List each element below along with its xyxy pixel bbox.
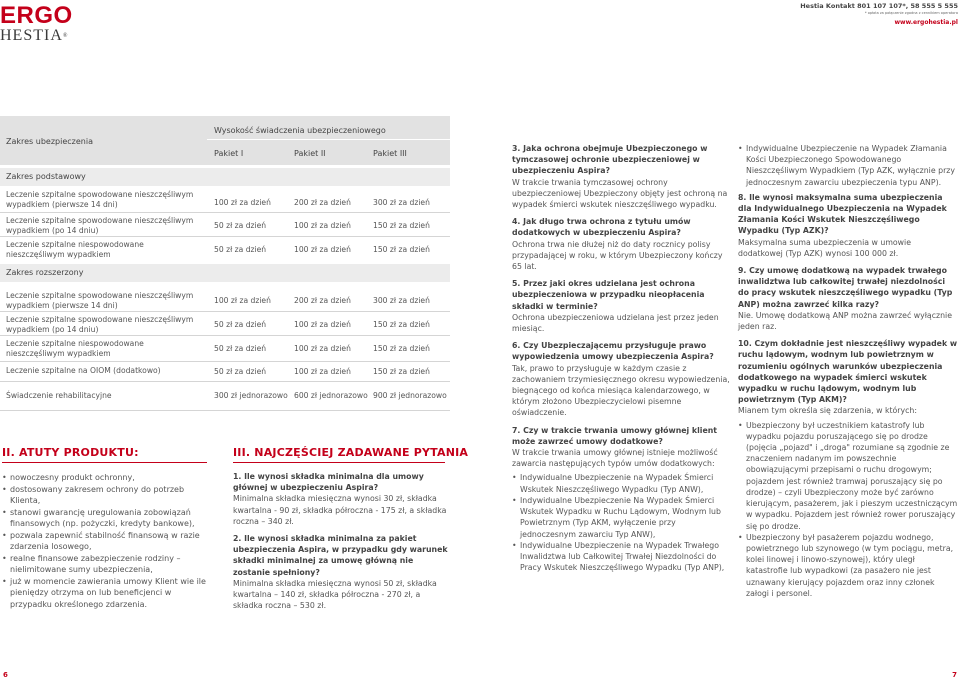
section-extended-label: Zakres rozszerzony (6, 268, 84, 277)
faq-question: 4. Jak długo trwa ochrona z tytułu umów dodatkowych w ubezpieczeniu Aspira? (512, 217, 691, 238)
section-extended (0, 264, 450, 282)
advantages-rule (2, 462, 207, 463)
table-row-label: Leczenie szpitalne niespowodowane nieszczęśliwym wypadkiem (6, 240, 144, 259)
section-basic (0, 168, 450, 186)
row-divider (0, 335, 450, 336)
faq-answer: Minimalna składka miesięczna wynosi 30 zł, składka kwartalna - 90 zł, składka półroczna - 175 zł, a składka roczna – 340 zł. (233, 494, 447, 526)
list-item: • dostosowany zakresem ochrony do potrzeb Klienta, (2, 484, 214, 507)
table-cell: 200 zł za dzień (294, 198, 351, 207)
faq-answer: W trakcie trwania tymczasowej ochrony ubezpieczeniowej Ubezpieczony objęty jest ochroną na wypadek śmierci wskutek nieszczęśliwego wypadku. (512, 177, 728, 210)
table-cell: 300 zł jednorazowo (214, 391, 288, 400)
table-cell: 150 zł za dzień (373, 320, 430, 329)
table-row-label: Świadczenie rehabilitacyjne (6, 391, 112, 400)
faq-question: 3. Jaka ochrona obejmuje Ubezpieczonego w tymczasowej ochronie ubezpieczeniowej w ubezpieczeniu Aspira? (512, 144, 708, 176)
faq-answer: W trakcie trwania umowy głównej istnieje możliwość zawarcia następujących typów umów dodatkowych: (512, 448, 718, 469)
col-header-sum: Wysokość świadczenia ubezpieczeniowego (214, 126, 386, 135)
faq-answer-list (738, 420, 958, 599)
hotline-note: * opłata za połączenie zgodna z cennikiem operatora (864, 11, 958, 15)
list-item: • już w momencie zawierania umowy Klient wie ile pieniędzy otrzyma on lub beneficjenci w przypadku określonego zdarzenia. (2, 576, 214, 611)
table-row-label: Leczenie szpitalne na OIOM (dodatkowo) (6, 366, 161, 375)
list-item: • Ubezpieczony był uczestnikiem katastrofy lub wypadku pojazdu poruszającego się po drodze (pojęcia „pojazd" i „droga" rozumiane są zgodnie ze znaczeniem nadanym im powszechnie obowiązującymi przepisami o ruchu drogowym; pojazdem jest również tramwaj poruszający się po drodze) – czyli Ubezpieczony może być zarówno kierującym, pasażerem, jak i pieszym uczestniczącym w wypadku. Pojazdem jest również rower poruszający się po drodze. (738, 420, 958, 532)
col-header-package-1: Pakiet I (214, 149, 244, 158)
faq-column-3 (738, 143, 958, 603)
table-row-label: Leczenie szpitalne spowodowane nieszczęśliwym wypadkiem (pierwsze 14 dni) (6, 291, 194, 310)
faq-question: 2. Ile wynosi składka minimalna za pakiet ubezpieczenia Aspira, w przypadku gdy warunek składki minimalnej za umowę główną nie zostanie spełniony? (233, 534, 448, 577)
faq-rule (233, 462, 445, 463)
faq-answer-list (512, 472, 732, 573)
table-cell: 150 zł za dzień (373, 245, 430, 254)
faq-column-1 (233, 471, 448, 617)
list-item: • Ubezpieczony był pasażerem pojazdu wodnego, powietrznego lub szynowego (w tym pociągu, metra, kolei linowej i linowo-szynowej), który uległ katastrofie lub wypadkowi (za pasażero nie jest uznawany kierujący pojazdem oraz inny członek załogi i personel. (738, 532, 958, 599)
table-cell: 150 zł za dzień (373, 221, 430, 230)
advantages-title: II. ATUTY PRODUKTU: (2, 446, 139, 459)
faq-answer: Minimalna składka miesięczna wynosi 50 zł, składka kwartalna – 140 zł, składka półroczna - 270 zł, a składka roczna – 530 zł. (233, 578, 437, 611)
table-cell: 900 zł jednorazowo (373, 391, 447, 400)
row-divider (0, 236, 450, 237)
faq-answer: Tak, prawo to przysługuje w każdym czasie z zachowaniem trzymiesięcznego okresu wypowiedzenia, biegnącego od końca miesiąca kalendarzowego, w którym złożono Ubezpieczycielowi pisemne oświadczenie. (512, 363, 730, 418)
faq-title: III. NAJCZĘŚCIEJ ZADAWANE PYTANIA (233, 446, 469, 459)
table-cell: 150 zł za dzień (373, 344, 430, 353)
row-divider (0, 311, 450, 312)
logo-ergo-text: ERGO (0, 2, 73, 29)
table-cell: 300 zł za dzień (373, 198, 430, 207)
table-cell: 200 zł za dzień (294, 296, 351, 305)
row-divider (0, 381, 450, 382)
advantages-list (2, 472, 214, 610)
table-cell: 100 zł za dzień (294, 221, 351, 230)
faq-question: 7. Czy w trakcie trwania umowy głównej klient może zawrzeć umowy dodatkowe? (512, 425, 718, 446)
list-item: • Indywidualne Ubezpieczenie na Wypadek Trwałego Inwalidztwa lub Całkowitej Trwałej Niezdolności do Pracy Wskutek Nieszczęśliwego Wypadku (Typ ANP), (512, 540, 732, 574)
table-row-label: Leczenie szpitalne spowodowane nieszczęśliwym wypadkiem (po 14 dniu) (6, 216, 194, 235)
table-cell: 100 zł za dzień (294, 245, 351, 254)
list-item: • Indywidualne Ubezpieczenie Na Wypadek Śmierci Wskutek Wypadku w Ruchu Lądowym, Wodnym lub Powietrznym (Typ AKM, wyłączenie przy jednoczesnym zawarciu Typ ANW), (512, 495, 732, 540)
table-cell: 300 zł za dzień (373, 296, 430, 305)
faq-question: 1. Ile wynosi składka minimalna dla umowy głównej w ubezpieczeniu Aspira? (233, 472, 424, 493)
section-basic-label: Zakres podstawowy (6, 172, 86, 181)
faq-answer: Mianem tym określa się zdarzenia, w których: (738, 406, 917, 416)
website-link[interactable]: www.ergohestia.pl (894, 19, 958, 26)
table-row-label: Leczenie szpitalne niespowodowane nieszczęśliwym wypadkiem (6, 339, 144, 358)
table-cell: 50 zł za dzień (214, 245, 267, 254)
col-header-package-2: Pakiet II (294, 149, 326, 158)
list-item: • realne finansowe zabezpieczenie rodziny – nielimitowane sumy ubezpieczenia, (2, 553, 214, 576)
row-divider (0, 212, 450, 213)
col-header-scope: Zakres ubezpieczenia (6, 137, 93, 146)
hotline-block (800, 2, 958, 15)
faq-question: 6. Czy Ubezpieczającemu przysługuje prawo wypowiedzenia umowy ubezpieczenia Aspira? (512, 341, 714, 362)
table-cell: 100 zł za dzień (214, 296, 271, 305)
logo-hestia-text: HESTIA® (0, 27, 69, 44)
table-cell: 100 zł za dzień (294, 344, 351, 353)
list-item: • pozwala zapewnić stabilność finansową w razie zdarzenia losowego, (2, 530, 214, 553)
faq-question: 10. Czym dokładnie jest nieszczęśliwy wypadek w ruchu lądowym, wodnym lub powietrznym w rozumieniu ogólnych warunków ubezpieczenia dodatkowego na wypadek śmierci wskutek wypadku w ruchu lądowym, wodnym lub powietrznym (Typ AKM)? (738, 339, 958, 405)
list-item: • stanowi gwarancję uregulowania zobowiązań finansowych (np. pożyczki, kredyty bankowe), (2, 507, 214, 530)
table-cell: 50 zł za dzień (214, 320, 267, 329)
table-cell: 100 zł za dzień (294, 320, 351, 329)
hotline-number: Hestia Kontakt 801 107 107*, 58 555 5 555 (800, 2, 958, 10)
page-number-right: 7 (952, 671, 957, 679)
table-row-label: Leczenie szpitalne spowodowane nieszczęśliwym wypadkiem (po 14 dniu) (6, 315, 194, 334)
row-divider (0, 361, 450, 362)
faq-answer-list (738, 143, 958, 188)
faq-answer: Nie. Umowę dodatkową ANP można zawrzeć wyłącznie jeden raz. (738, 310, 952, 332)
faq-question: 5. Przez jaki okres udzielana jest ochrona ubezpieczeniowa w przypadku nieopłacenia składki w terminie? (512, 279, 705, 311)
list-item: • Indywidualne Ubezpieczenie na Wypadek Śmierci Wskutek Nieszczęśliwego Wypadku (Typ ANW), (512, 472, 732, 494)
faq-question: 8. Ile wynosi maksymalna suma ubezpieczenia dla Indywidualnego Ubezpieczenia na Wypadek Złamania Kości Wskutek Nieszczęśliwego Wypadku (Typ AZK)? (738, 192, 947, 236)
page-number-left: 6 (3, 671, 8, 679)
table-cell: 50 zł za dzień (214, 344, 267, 353)
list-item: • Indywidualne Ubezpieczenie na Wypadek Złamania Kości Ubezpieczonego Spowodowanego Nieszczęśliwym Wypadkiem (Typ AZK, wyłącznie przy jednoczesnym zawarciu ubezpieczenia typu ANP). (738, 143, 958, 188)
table-cell: 600 zł jednorazowo (294, 391, 368, 400)
faq-answer: Ochrona trwa nie dłużej niż do daty rocznicy polisy przypadającej w roku, w którym Ubezpieczony kończy 65 lat. (512, 239, 723, 272)
faq-answer: Maksymalna suma ubezpieczenia w umowie dodatkowej (Typ AZK) wynosi 100 000 zł. (738, 237, 912, 258)
col-header-package-3: Pakiet III (373, 149, 407, 158)
faq-question: 9. Czy umowę dodatkową na wypadek trwałego inwalidztwa lub całkowitej trwałej niezdolności do pracy wskutek nieszczęśliwego wypadku (Typ ANP) można zawrzeć kilka razy? (738, 266, 953, 309)
table-cell: 100 zł za dzień (294, 367, 351, 376)
faq-column-2 (512, 143, 732, 577)
table-cell: 150 zł za dzień (373, 367, 430, 376)
table-row-label: Leczenie szpitalne spowodowane nieszczęśliwym wypadkiem (pierwsze 14 dni) (6, 190, 194, 209)
ergo-hestia-logo (0, 2, 73, 44)
table-cell: 50 zł za dzień (214, 367, 267, 376)
table-header-divider (207, 139, 450, 140)
list-item: • nowoczesny produkt ochronny, (2, 472, 214, 484)
table-cell: 50 zł za dzień (214, 221, 267, 230)
table-cell: 100 zł za dzień (214, 198, 271, 207)
faq-answer: Ochrona ubezpieczeniowa udzielana jest przez jeden miesiąc. (512, 312, 719, 334)
table-bottom-line (0, 410, 450, 411)
